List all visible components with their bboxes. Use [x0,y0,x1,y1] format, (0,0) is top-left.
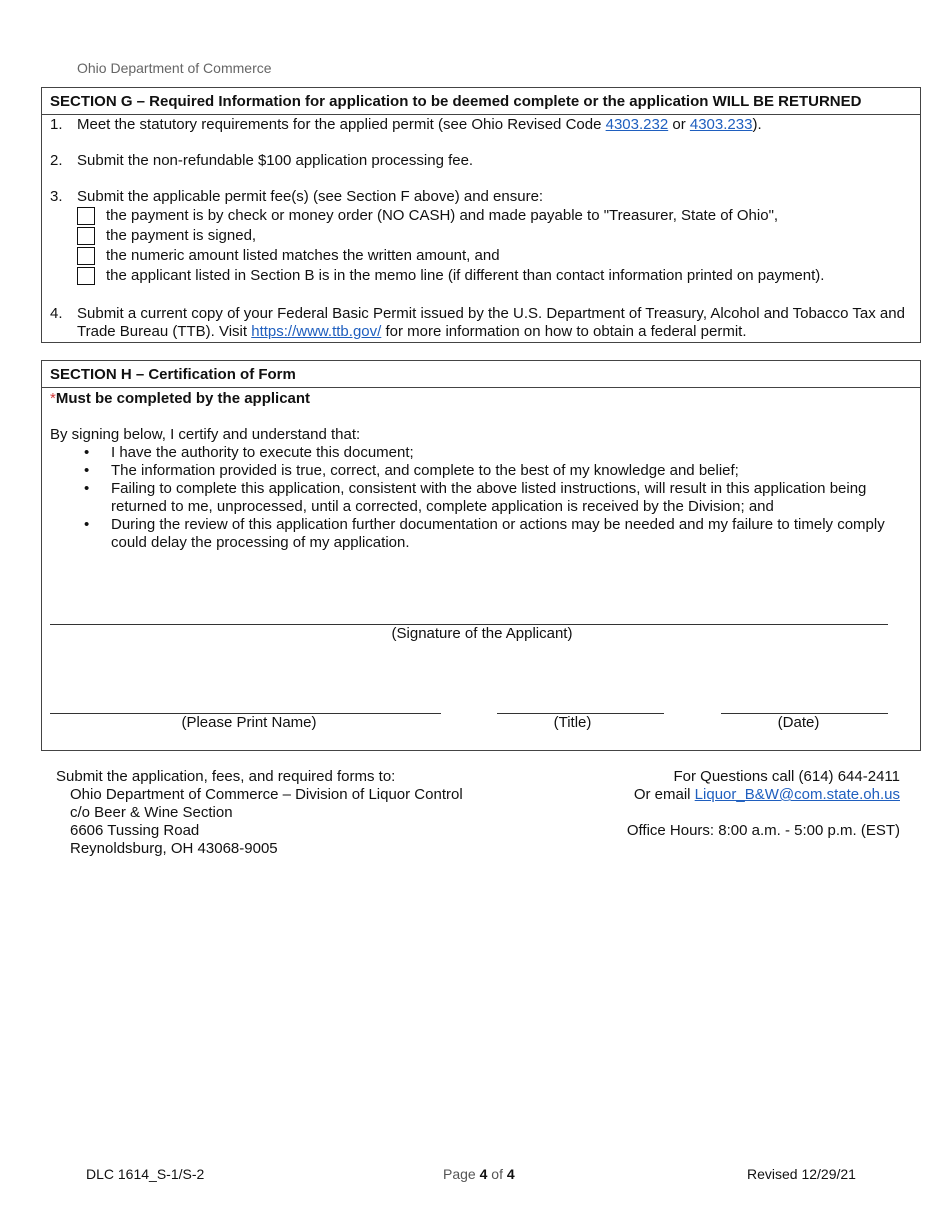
bullet-text: The information provided is true, correct, and complete to the best of my knowledge and belief; [111,462,739,479]
item-number: 3. [50,188,63,205]
checklist-item [50,206,939,226]
required-text: Must be completed by the applicant [55,390,311,407]
page-word: Page [443,1166,480,1182]
address-line: Reynoldsburg, OH 43068-9005 [70,840,278,857]
section-h [41,360,921,751]
checklist-text: the payment is signed, [106,227,257,244]
orc-4303-233-link[interactable]: 4303.233 [689,116,753,133]
contact-info [627,768,900,840]
bullet-dot: • [84,480,90,497]
ttb-link[interactable]: https://www.ttb.gov/ [251,323,382,340]
item-number: 2. [50,152,63,169]
section-h-title: SECTION H – Certification of Form [42,361,920,388]
required-note [42,388,920,410]
bullet-text: Failing to complete this application, consistent with the above listed instructions, will result in this application being returned to me, unprocessed, until a corrected, complete application is received by the Division; and [111,480,867,515]
address-line: c/o Beer & Wine Section [70,804,233,821]
certification-bullet [50,480,912,516]
checklist-item [50,266,939,286]
bullet-dot: • [84,462,90,479]
checkbox[interactable] [77,267,95,285]
page-of: of [487,1166,507,1182]
submission-heading: Submit the application, fees, and required forms to: [56,768,396,785]
item-number: 1. [50,116,63,133]
section-g-item-4 [50,305,912,341]
print-name-label: (Please Print Name) [181,714,317,731]
email-link[interactable]: Liquor_B&W@com.state.oh.us [694,786,900,803]
email-line [627,786,900,804]
item-1-text: Meet the statutory requirements for the applied permit (see Ohio Revised Code [77,116,606,133]
checklist-item [50,246,939,266]
certification-bullet [50,462,912,480]
office-hours: Office Hours: 8:00 a.m. - 5:00 p.m. (EST) [626,822,900,839]
header-org: Ohio Department of Commerce [77,60,272,76]
checklist-text: the numeric amount listed matches the written amount, and [106,247,500,264]
checklist-text: the applicant listed in Section B is in the memo line (if different than contact information printed on payment). [106,267,825,284]
checklist-text: the payment is by check or money order (NO CASH) and made payable to "Treasurer, State of Ohio", [106,207,779,224]
item-1-text-mid: or [668,116,690,133]
certification-list [50,444,912,552]
item-4-text: Submit a current copy of your Federal Basic Permit issued by the U.S. Department of Treasury, Alcohol and Tobacco Tax and Trade Bureau (TTB). Visit [77,305,905,340]
item-2-text: Submit the non-refundable $100 application processing fee. [77,152,474,169]
submission-address [56,768,463,858]
checklist-item [50,226,939,246]
item-number: 4. [50,305,63,322]
section-g-item-3 [50,188,912,206]
item-3-text: Submit the applicable permit fee(s) (see Section F above) and ensure: [77,188,544,205]
date-label: (Date) [777,714,820,731]
phone-line: For Questions call (614) 644-2411 [673,768,900,785]
section-g-title: SECTION G – Required Information for application to be deemed complete or the application WILL BE RETURNED [42,88,920,115]
page-total: 4 [506,1166,515,1182]
email-prefix: Or email [633,786,695,803]
certification-intro: By signing below, I certify and understand that: [50,426,361,443]
orc-4303-232-link[interactable]: 4303.232 [605,116,669,133]
bullet-text: During the review of this application further documentation or actions may be needed and my failure to timely comply could delay the processing of my application. [111,516,885,551]
title-label: (Title) [553,714,592,731]
bullet-text: I have the authority to execute this document; [111,444,414,461]
certification-bullet [50,516,912,552]
item-4-text-post: for more information on how to obtain a federal permit. [381,323,747,340]
form-id: DLC 1614_S-1/S-2 [86,1166,205,1182]
revised-date: Revised 12/29/21 [747,1166,856,1182]
bullet-dot: • [84,516,90,533]
section-g-item-2 [50,152,912,170]
page-indicator [443,1166,515,1182]
signature-label: (Signature of the Applicant) [391,625,573,642]
bullet-dot: • [84,444,90,461]
checkbox[interactable] [77,227,95,245]
checkbox[interactable] [77,247,95,265]
checkbox[interactable] [77,207,95,225]
address-line: Ohio Department of Commerce – Division of Liquor Control [70,786,463,803]
item-1-text-post: ). [752,116,762,133]
section-g [41,87,921,343]
section-g-item-1 [50,116,912,134]
address-line: 6606 Tussing Road [70,822,200,839]
page-number: 4 [479,1166,488,1182]
certification-bullet [50,444,912,462]
required-asterisk: * [50,390,56,407]
